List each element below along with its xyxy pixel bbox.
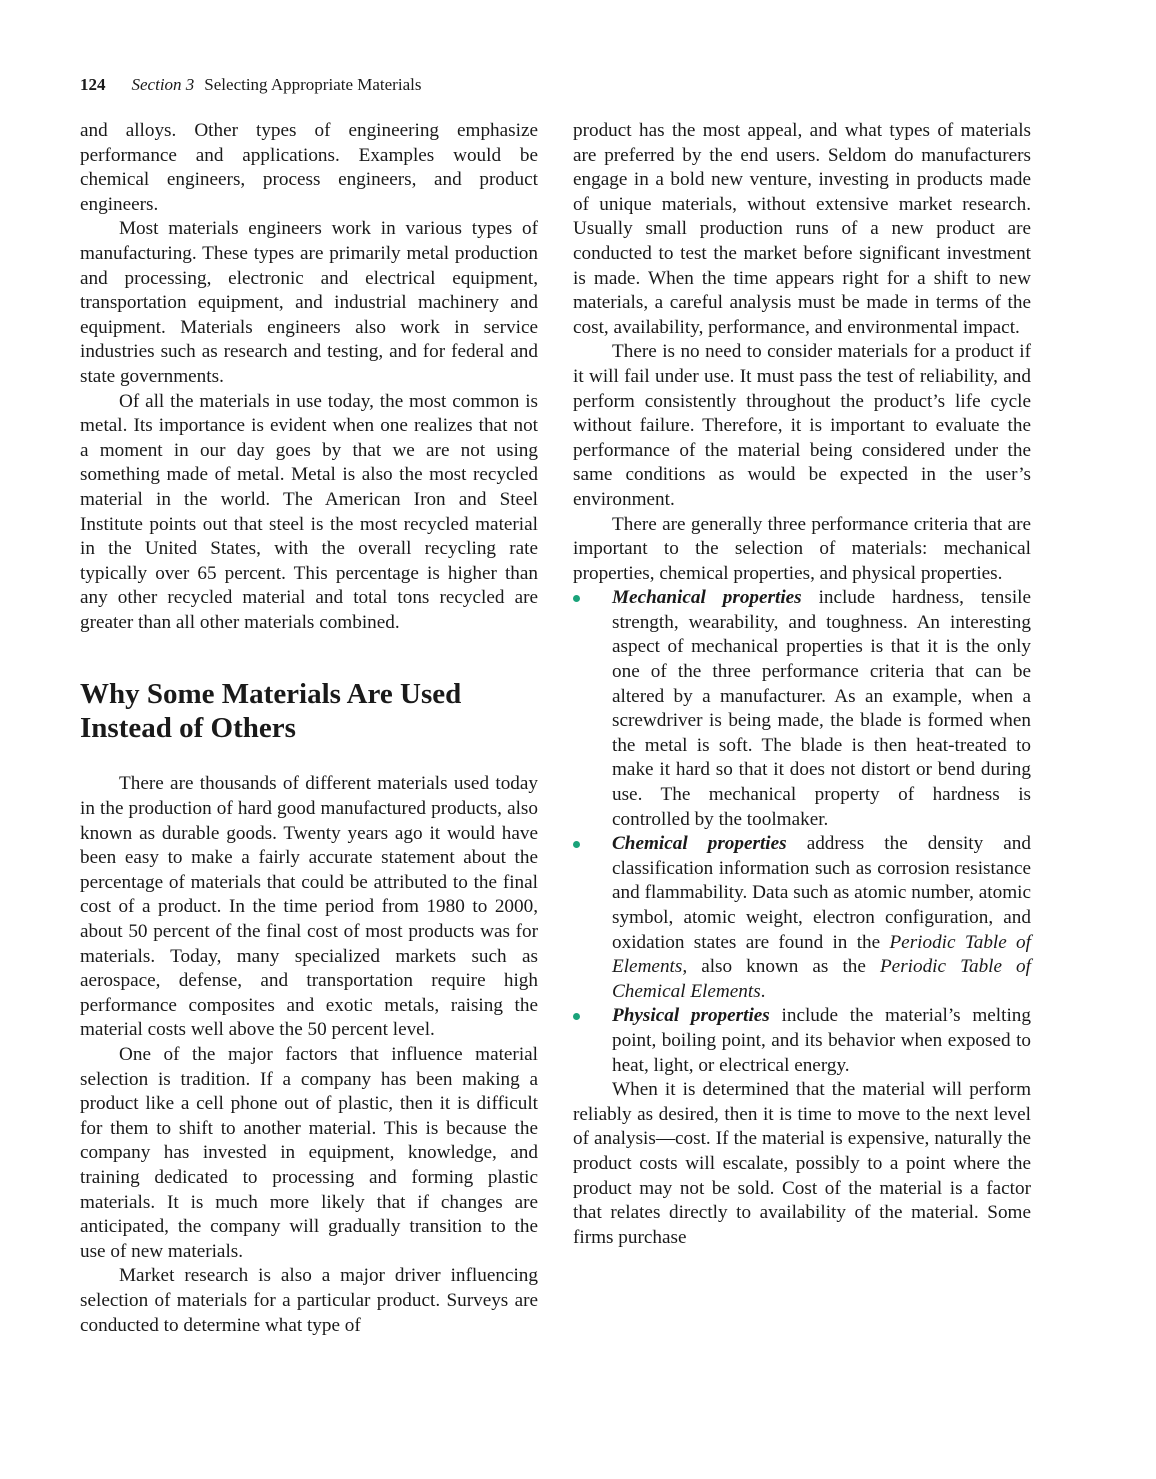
term: Chemical properties: [612, 833, 787, 855]
right-column: [573, 119, 1031, 1250]
left-column: [80, 119, 538, 1338]
paragraph: Most materials engineers work in various types of manufacturing. These types are primarily metal production and processing, electronic and electrical equipment, transportation equipment, and industrial machinery and equipment. Materials engineers also work in service industries such as research and testing, and for federal and state governments.: [80, 218, 538, 387]
italic-title: Periodic Table of Elements,: [612, 931, 1031, 978]
item-text: .: [760, 980, 766, 1002]
paragraph: There is no need to consider materials for a product if it will fail under use. It must pass the test of reliability, and perform consistently throughout the product’s life cycle without failure. Therefore, it is important to evaluate the performance of the material being considered under the same conditions as would be expected in the user’s environment.: [573, 341, 1031, 510]
item-text: include hardness, tensile strength, wearability, and toughness. An interesting aspect of mechanical properties is that it is the only one of the three performance criteria that can be altered by a manufacturer. As an example, when a screwdriver is being made, the blade is formed when the metal is soft. The blade is then heat-treated to make it hard so that it does not distort or bend during use. The mechanical property of hardness is controlled by the toolmaker.: [612, 587, 1031, 830]
list-item: [573, 586, 1031, 832]
item-text: address the density and classification information such as corrosion resistance and flammability. Data such as atomic number, atomic symbol, atomic weight, electron configuration, and oxidation states are found in the: [612, 833, 1031, 953]
page-number: 124: [80, 75, 106, 94]
bullet-icon: [573, 595, 580, 602]
section-heading: Why Some Materials Are Used Instead of Others: [80, 678, 462, 745]
paragraph: When it is determined that the material will perform reliably as desired, then it is time to move to the next level of analysis—cost. If the material is expensive, naturally the product costs will escalate, possibly to a point where the product may not be sold. Cost of the material is a factor that relates directly to availability of the material. Some firms purchase: [573, 1079, 1031, 1248]
paragraph: product has the most appeal, and what types of materials are preferred by the end users. Seldom do manufacturers engage in a bold new venture, investing in products made of unique materials, without extensive market research. Usually small production runs of a new product are conducted to test the market before significant investment is made. When the time appears right for a shift to new materials, a careful analysis must be made in terms of the cost, availability, performance, and environmental impact.: [573, 120, 1031, 338]
bullet-icon: [573, 841, 580, 848]
running-header: [80, 74, 421, 96]
item-text: also known as the: [687, 956, 880, 978]
list-item: [573, 832, 1031, 1004]
paragraph: One of the major factors that influence material selection is tradition. If a company has been making a product like a cell phone out of plastic, then it is difficult for them to shift to another material. This is because the company has invested in equipment, knowledge, and training dedicated to processing and forming plastic materials. It is much more likely that if changes are anticipated, the company will gradually transition to the use of new materials.: [80, 1044, 538, 1262]
italic-title: Periodic Table of Chemical Elements: [612, 956, 1031, 1002]
item-text: include the material’s melting point, boiling point, and its behavior when exposed to heat, light, or electrical energy.: [612, 1005, 1031, 1076]
section-label: Section 3: [131, 75, 195, 94]
section-title: Selecting Appropriate Materials: [204, 75, 422, 94]
paragraph: Of all the materials in use today, the most common is metal. Its importance is evident when one realizes that not a moment in our day goes by that we are not using something made of metal. Metal is also the most recycled material in the world. The American Iron and Steel Institute points out that steel is the most recycled material in the United States, with the overall recycling rate typically over 65 percent. This percentage is higher than any other recycled material and total tons recycled are greater than all other materials combined.: [80, 390, 538, 633]
paragraph: There are thousands of different materials used today in the production of hard good manufactured products, also known as durable goods. Twenty years ago it would have been easy to make a fairly accurate statement about the percentage of materials that could be attributed to the final cost of a product. In the time period from 1980 to 2000, about 50 percent of the final cost of most products was for materials. Today, many specialized markets such as aerospace, defense, and transportation require high performance composites and exotic metals, raising the material costs well above the 50 percent level.: [80, 773, 538, 1041]
list-item: [573, 1004, 1031, 1078]
bullet-icon: [573, 1013, 580, 1020]
performance-criteria-list: [573, 586, 1031, 1078]
paragraph: There are generally three performance criteria that are important to the selection of materials: mechanical properties, chemical properties, and physical properties.: [573, 513, 1031, 584]
paragraph: Market research is also a major driver influencing selection of materials for a particular product. Surveys are conducted to determine what type of: [80, 1265, 538, 1336]
term: Mechanical properties: [612, 587, 802, 609]
term: Physical properties: [612, 1005, 770, 1027]
paragraph: and alloys. Other types of engineering emphasize performance and applications. Examples would be chemical engineers, process engineers, and product engineers.: [80, 120, 538, 215]
